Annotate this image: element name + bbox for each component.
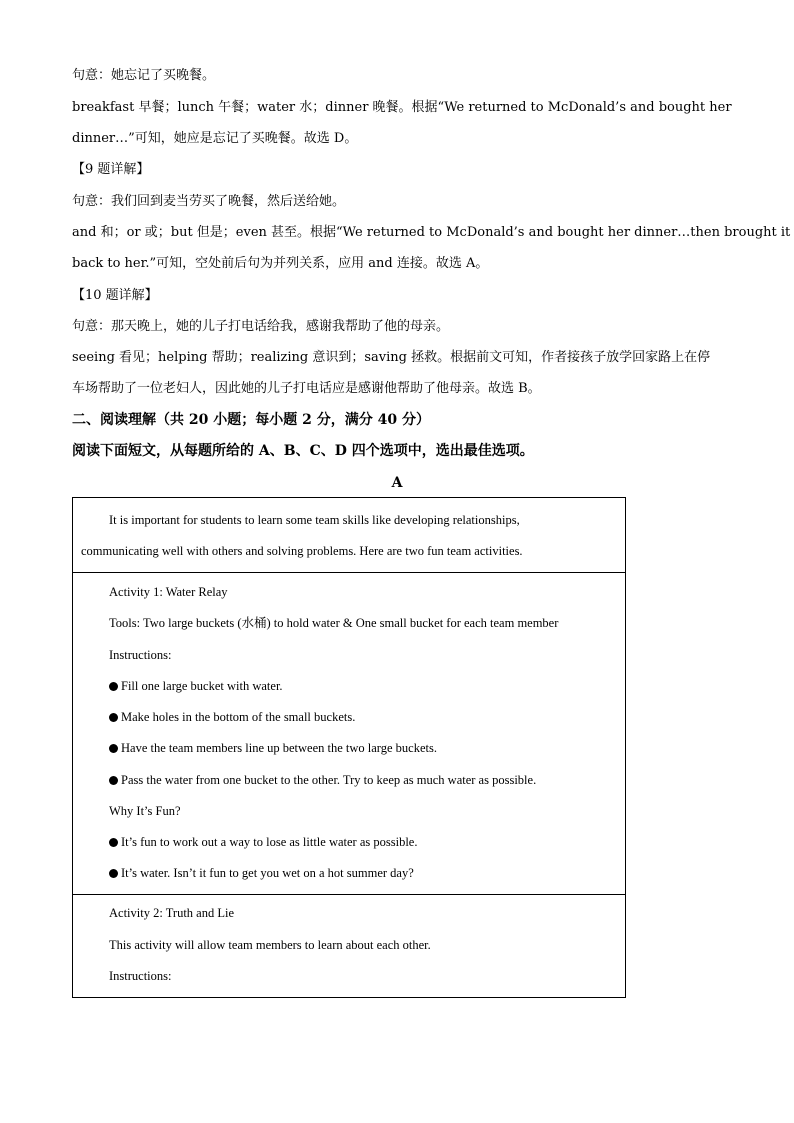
q10-explanation-line1: seeing 看见；helping 帮助；realizing 意识到；saving 拯救。根据前文可知，作者接孩子放学回家路上在停 [72,350,711,365]
bullet-icon [109,838,118,847]
step-text: Fill one large bucket with water. [121,679,283,693]
list-item [109,834,417,850]
step-text: Make holes in the bottom of the small buckets. [121,710,356,724]
activity2-desc: This activity will allow team members to learn about each other. [109,938,431,952]
intro-line1: It is important for students to learn some team skills like developing relationships, [109,513,520,527]
q9-header: 【9 题详解】 [72,162,150,177]
list-item [109,709,355,725]
q8-explanation-line1: breakfast 早餐；lunch 午餐；water 水；dinner 晚餐。根据“We returned to McDonald’s and bought her [72,100,732,115]
activity2-instructions-label: Instructions: [109,969,172,983]
activity2-title: Activity 2: Truth and Lie [109,906,234,920]
step-text: Have the team members line up between the two large buckets. [121,741,437,755]
q10-meaning: 句意：那天晚上，她的儿子打电话给我，感谢我帮助了他的母亲。 [72,319,450,334]
section-instruction: 阅读下面短文，从每题所给的 A、B、C、D 四个选项中，选出最佳选项。 [72,443,534,459]
passage-table [72,497,626,998]
activity1-title: Activity 1: Water Relay [109,585,228,599]
section-title: 二、阅读理解（共 20 小题；每小题 2 分，满分 40 分） [72,412,430,428]
q8-meaning: 句意：她忘记了买晚餐。 [72,68,216,83]
reason-text: It’s fun to work out a way to lose as little water as possible. [121,835,418,849]
q8-explanation-line2: dinner…”可知，她应是忘记了买晚餐。故选 D。 [72,131,358,146]
bullet-icon [109,744,118,753]
bullet-icon [109,682,118,691]
list-item [109,772,536,788]
list-item [109,678,283,694]
q9-explanation-line2: back to her.”可知，空处前后句为并列关系，应用 and 连接。故选 A。 [72,256,489,271]
step-text: Pass the water from one bucket to the other. Try to keep as much water as possible. [121,773,537,787]
activity1-instructions-label: Instructions: [109,648,172,662]
q9-explanation-line1: and 和；or 或；but 但是；even 甚至。根据“We returned to McDonald’s and bought her dinner…then brought it [72,225,791,240]
activity1-cell [73,572,625,895]
passage-label: A [391,475,403,491]
q9-meaning: 句意：我们回到麦当劳买了晚餐，然后送给她。 [72,194,346,209]
bullet-icon [109,869,118,878]
intro-line2: communicating well with others and solving problems. Here are two fun team activities. [81,544,523,558]
intro-cell [73,498,625,573]
list-item [109,740,437,756]
activity1-tools: Tools: Two large buckets (水桶) to hold water & One small bucket for each team member [109,616,559,630]
q10-explanation-line2: 车场帮助了一位老妇人，因此她的儿子打电话应是感谢他帮助了他母亲。故选 B。 [72,381,541,396]
q10-header: 【10 题详解】 [72,288,158,303]
reason-text: It’s water. Isn’t it fun to get you wet on a hot summer day? [121,866,414,880]
activity1-why-label: Why It’s Fun? [109,804,181,818]
activity2-cell [73,894,625,997]
list-item [109,865,414,881]
bullet-icon [109,776,118,785]
bullet-icon [109,713,118,722]
